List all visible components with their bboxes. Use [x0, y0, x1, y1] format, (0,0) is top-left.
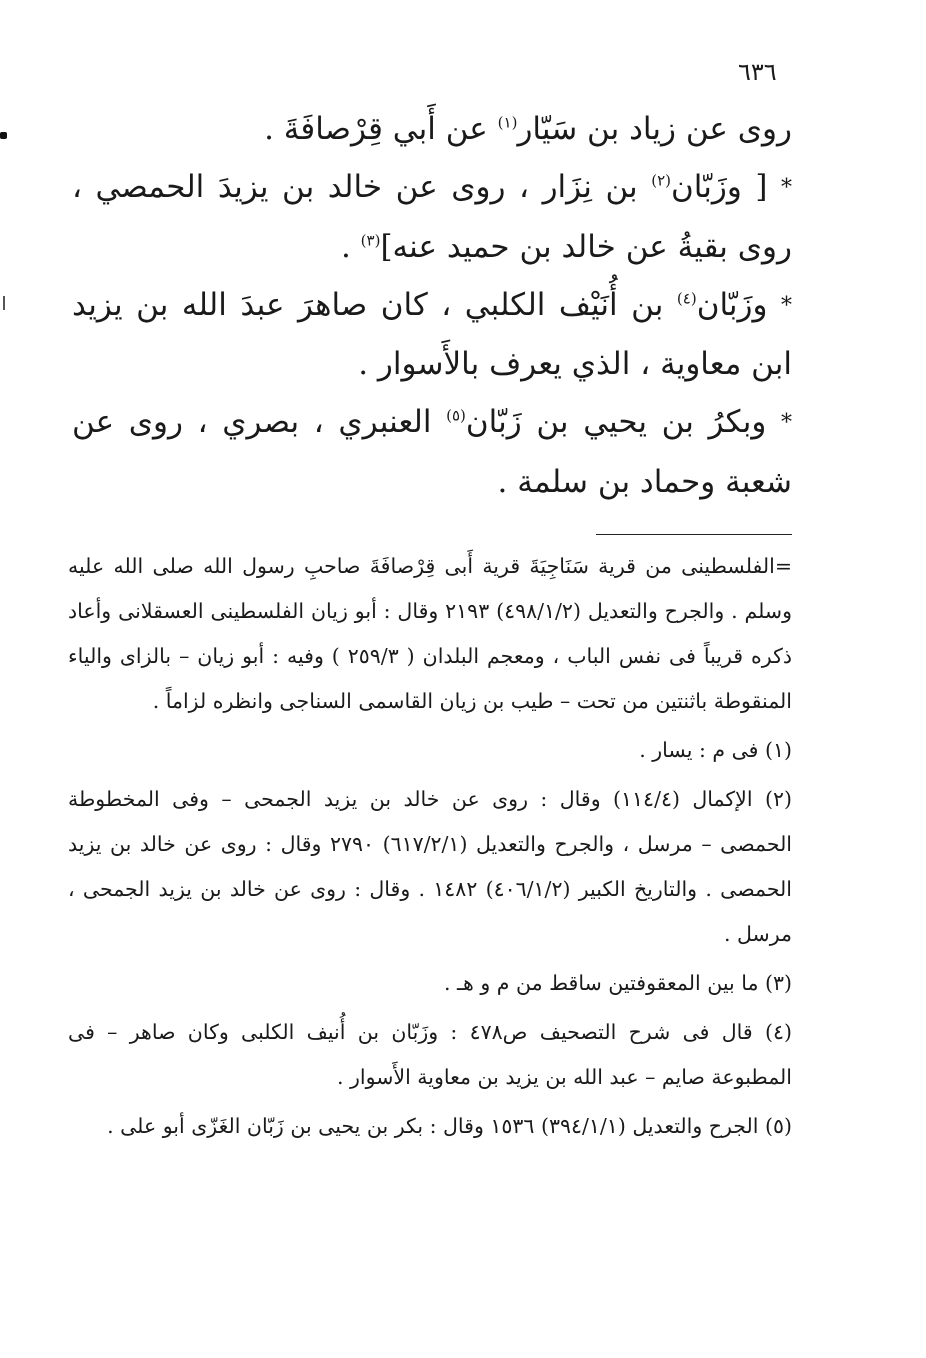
entry-star: *: [781, 293, 792, 318]
entry-4-text-b: العنبري ، بصري ، روى عن شعبة وحماد بن سلمة .: [72, 404, 792, 500]
footnote-2: (٢) الإكمال (١١٤/٤) وقال : روى عن خالد بن يزيد الجمحى – وفى المخطوطة الحمصى – مرسل ، والجرح والتعديل (٦١٧/٢/١) ٢٧٩٠ وقال : روى عن خالد بن يزيد الحمصى . والتاريخ الكبير (٤٠٦/١/٢) ١٤٨٢ . وقال : روى عن خالد بن يزيد الجمحى ، مرسل .: [68, 787, 793, 946]
entry-star: *: [781, 175, 793, 201]
page-number: ٦٣٦: [738, 58, 777, 86]
note-marker-2: (٢): [651, 171, 672, 190]
footnote-5: (٥) الجرح والتعديل (٣٩٤/١/١) ١٥٣٦ وقال : بكر بن يحيى بن زَبّان الغَزّى أبو على .: [107, 1114, 792, 1138]
entry-zabban-unayf: [72, 276, 792, 394]
entry-2-text-a: [ وزَبّان: [671, 169, 768, 205]
footnote-4: (٤) قال فى شرح التصحيف ص٤٧٨ : وزَبّان بن أُنيف الكلبى وكان صاهر – فى المطبوعة صايم – عبد الله بن يزيد بن معاوية الأَسوار .: [68, 1020, 792, 1089]
entry-zabban-nizar: [72, 158, 792, 276]
entry-3-text-b: بن أُنَيْف الكلبي ، كان صاهرَ عبدَ الله بن يزيد ابن معاوية ، الذي يعرف بالأَسوار .: [72, 286, 792, 382]
note-marker-3: (٣): [360, 231, 381, 250]
note-marker-5: (٥): [446, 406, 466, 425]
scan-edge-mark-2: [3, 296, 5, 310]
main-text: [72, 100, 792, 511]
footnote-continuation: =الفلسطينى من قرية سَنَاجِيَةَ قرية أَبى قِرْصافَةَ صاحبِ رسول الله صلى الله عليه وسلم . والجرح والتعديل (٤٩٨/١/٢) ٢١٩٣ وقال : أبو زيان الفلسطينى العسقلانى وأعاد ذكره قريباً فى نفس الباب ، ومعجم البلدان ( ٢٥٩/٣ ) وفيه : أبو زيان – بالزاى والياء المنقوطة باثنتين من تحت – طيب بن زيان القاسمى السناجى وانظره لزاماً .: [68, 554, 792, 713]
entry-1-continuation: [72, 100, 792, 158]
scan-edge-mark: [0, 132, 7, 139]
entry-1-text-a: روى عن زياد بن سَيّار: [517, 111, 792, 147]
footnote-3: (٣) ما بين المعقوفتين ساقط من م و هـ .: [444, 971, 792, 995]
note-marker-4: (٤): [676, 289, 697, 308]
entry-2-text-b: بن نِزَار ، روى عن خالد بن يزيدَ الحمصي ، روى بقيةُ عن خالد بن حميد عنه]: [72, 169, 792, 265]
entry-1-text-b: عن أَبي قِرْصافَةَ .: [264, 111, 488, 147]
entry-star: *: [781, 410, 792, 436]
entry-2-text-c: .: [340, 228, 351, 265]
entry-3-text-a: وزَبّان: [696, 286, 768, 323]
footnote-separator: [596, 534, 792, 535]
note-marker-1: (١): [497, 113, 518, 132]
entry-4-text-a: وبكرُ بن يحيي بن زَبّان: [465, 404, 767, 440]
footnote-1: (١) فى م : يسار .: [639, 738, 792, 762]
entry-bakr: [72, 393, 792, 511]
footnotes: [68, 544, 792, 1149]
